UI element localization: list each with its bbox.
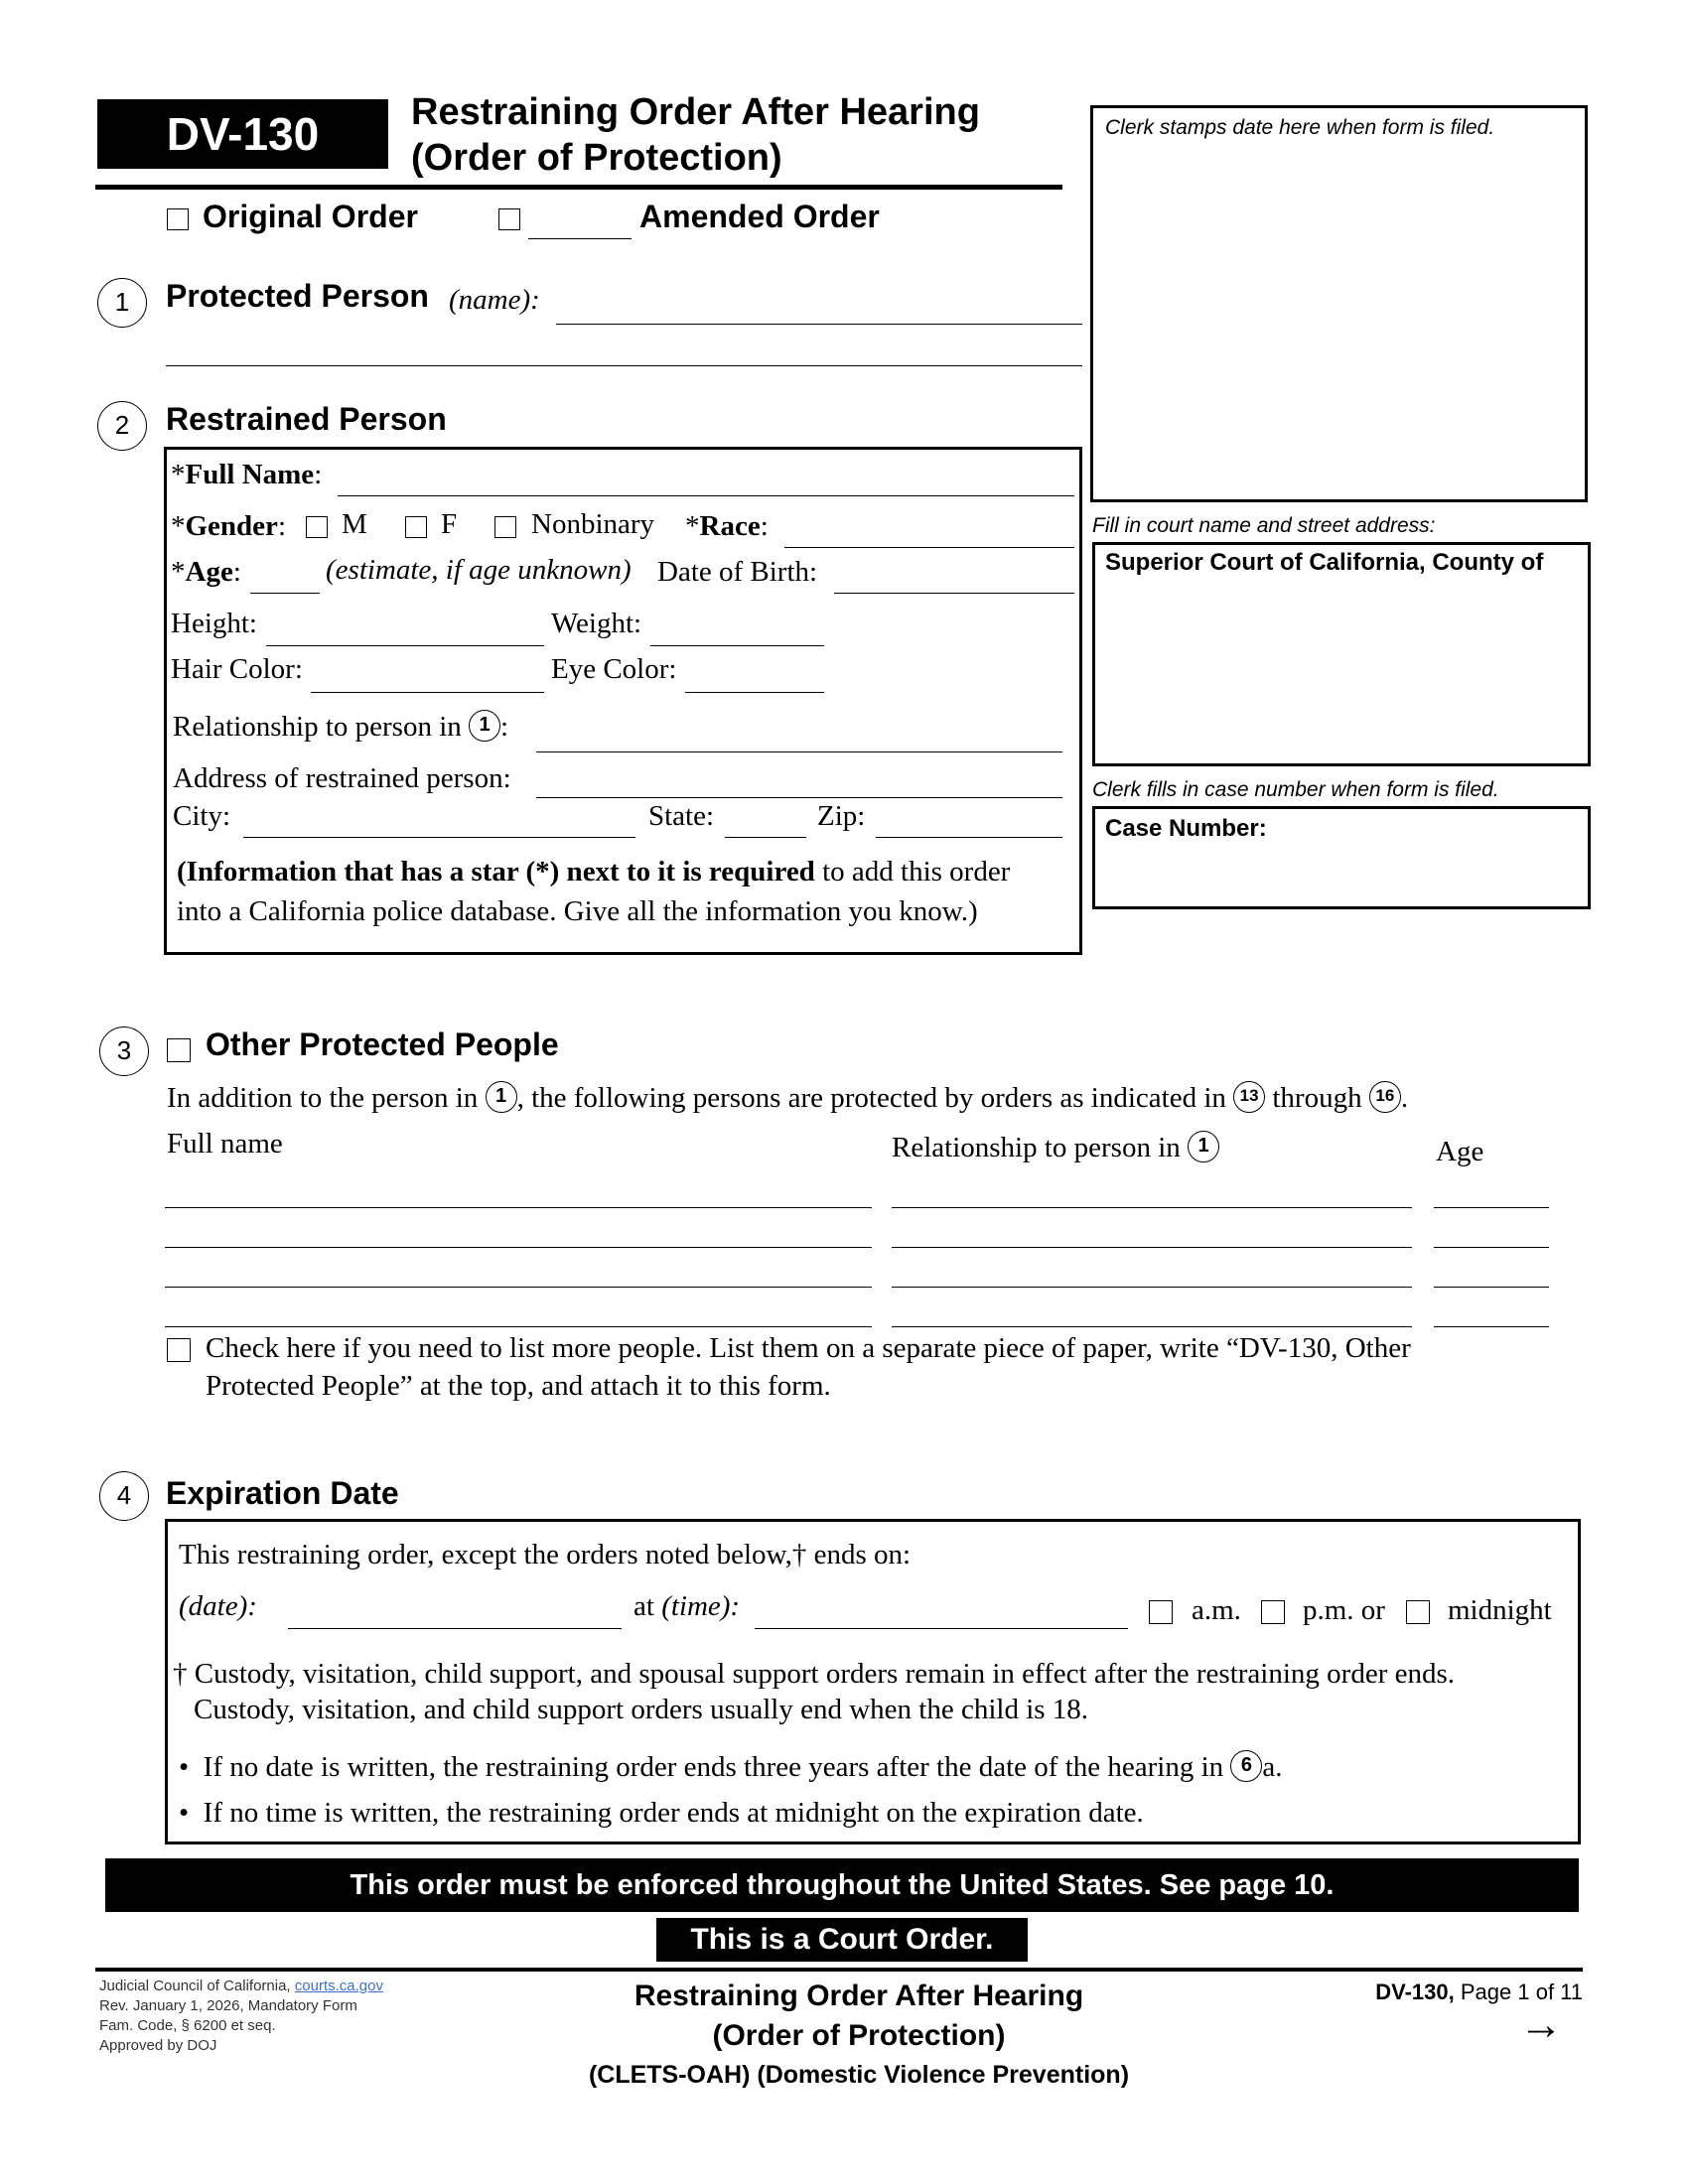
full-name-label: *Full Name: <box>171 459 323 490</box>
more-people-text: Check here if you need to list more people. List them on a separate piece of paper, write “DV-130, Other <box>206 1332 1411 1364</box>
col-relationship: Relationship to person in 1 <box>892 1132 1219 1165</box>
required-info-note-2: into a California police database. Give all the information you know.) <box>177 895 978 927</box>
hair-color-line[interactable] <box>311 692 544 693</box>
age-hint: (estimate, if age unknown) <box>326 554 632 586</box>
footer-rule <box>95 1968 1583 1972</box>
gender-m-checkbox[interactable] <box>306 516 328 538</box>
pm-label: p.m. or <box>1303 1594 1385 1626</box>
footer-clets: (CLETS-OAH) (Domestic Violence Prevention) <box>588 2061 1130 2089</box>
expiration-intro: This restraining order, except the orders noted below,† ends on: <box>179 1539 912 1570</box>
am-checkbox[interactable] <box>1149 1600 1173 1624</box>
eye-color-line[interactable] <box>685 692 824 693</box>
other-person-2-relationship-line[interactable] <box>892 1247 1412 1248</box>
expiration-date-line[interactable] <box>288 1628 622 1629</box>
required-info-note: (Information that has a star (*) next to it is required to add this order <box>177 856 1011 887</box>
section-2-title: Restrained Person <box>166 401 447 437</box>
other-person-2-age-line[interactable] <box>1434 1247 1549 1248</box>
section-1-ref: 1 <box>486 1081 517 1113</box>
other-person-4-relationship-line[interactable] <box>892 1326 1412 1327</box>
more-people-checkbox[interactable] <box>167 1338 191 1362</box>
enforcement-text: This order must be enforced throughout the United States. See page 10. <box>350 1869 1335 1901</box>
other-person-1-name-line[interactable] <box>165 1207 872 1208</box>
col-full-name: Full name <box>167 1128 283 1160</box>
amended-order-number-line[interactable] <box>528 238 632 239</box>
other-person-4-name-line[interactable] <box>165 1326 872 1327</box>
state-line[interactable] <box>725 837 806 838</box>
custody-note-2: Custody, visitation, and child support orders usually end when the child is 18. <box>194 1694 1089 1725</box>
at-label: at (time): <box>633 1590 741 1622</box>
section-4-number: 4 <box>99 1471 149 1521</box>
section-4-title: Expiration Date <box>166 1475 399 1511</box>
footer-page: DV-130, Page 1 of 11 <box>1375 1979 1583 2004</box>
footer-rev: Rev. January 1, 2026, Mandatory Form <box>99 1997 357 2014</box>
race-line[interactable] <box>784 547 1074 548</box>
original-order-label: Original Order <box>203 199 418 234</box>
clerk-stamp-box <box>1090 105 1588 502</box>
eye-color-label: Eye Color: <box>551 653 677 685</box>
court-order-banner <box>656 1918 1028 1962</box>
case-number-box[interactable] <box>1092 806 1591 909</box>
race-label: *Race: <box>685 510 769 542</box>
gender-f-checkbox[interactable] <box>405 516 427 538</box>
form-id: DV-130 <box>166 108 320 160</box>
other-person-4-age-line[interactable] <box>1434 1326 1549 1327</box>
weight-label: Weight: <box>551 608 642 639</box>
am-label: a.m. <box>1192 1594 1241 1626</box>
other-person-1-relationship-line[interactable] <box>892 1207 1412 1208</box>
section-3-number: 3 <box>99 1026 149 1076</box>
height-line[interactable] <box>266 645 544 646</box>
midnight-checkbox[interactable] <box>1406 1600 1430 1624</box>
section-1-hint: (name): <box>449 284 540 316</box>
section-16-ref: 16 <box>1369 1081 1401 1113</box>
height-label: Height: <box>171 608 257 639</box>
date-label: (date): <box>179 1590 257 1622</box>
section-13-ref: 13 <box>1233 1081 1265 1113</box>
enforcement-banner <box>105 1858 1579 1912</box>
next-page-arrow-icon[interactable]: → <box>1519 2000 1563 2049</box>
gender-f-label: F <box>441 508 458 540</box>
address-line[interactable] <box>536 797 1062 798</box>
address-label: Address of restrained person: <box>173 762 511 794</box>
city-line[interactable] <box>243 837 635 838</box>
section-6-ref: 6 <box>1230 1750 1262 1782</box>
amended-order-label: Amended Order <box>639 199 880 234</box>
footer-code: Fam. Code, § 6200 et seq. <box>99 2017 276 2034</box>
courts-link[interactable]: courts.ca.gov <box>294 1978 383 1994</box>
more-people-text-2: Protected People” at the top, and attach it to this form. <box>206 1370 831 1402</box>
protected-person-name-line-2[interactable] <box>166 365 1082 366</box>
pm-checkbox[interactable] <box>1261 1600 1285 1624</box>
relationship-label: Relationship to person in 1 : <box>173 711 509 743</box>
dob-line[interactable] <box>834 593 1074 594</box>
age-label: *Age: <box>171 556 241 588</box>
section-3-intro: In addition to the person in 1 , the following persons are protected by orders as indicated in 13 through 16 . <box>167 1082 1409 1114</box>
col-age: Age <box>1436 1136 1484 1167</box>
relationship-line[interactable] <box>536 751 1062 752</box>
case-number-label: Case Number: <box>1105 815 1267 842</box>
bullet-no-date: • If no date is written, the restraining order ends three years after the date of the hearing in 6 a. <box>179 1751 1283 1783</box>
other-protected-checkbox[interactable] <box>167 1038 191 1062</box>
section-1-title: Protected Person <box>166 278 429 314</box>
other-person-1-age-line[interactable] <box>1434 1207 1549 1208</box>
court-order-text: This is a Court Order. <box>690 1923 994 1956</box>
custody-note: † Custody, visitation, child support, and spousal support orders remain in effect after the restraining order ends. <box>173 1658 1456 1690</box>
gender-nonbinary-label: Nonbinary <box>531 508 655 540</box>
case-number-note: Clerk fills in case number when form is filed. <box>1092 778 1499 801</box>
page-title: Restraining Order After Hearing <box>411 91 980 133</box>
court-name-label: Superior Court of California, County of <box>1105 549 1544 576</box>
other-person-2-name-line[interactable] <box>165 1247 872 1248</box>
gender-label: *Gender: <box>171 510 286 542</box>
footer-approved: Approved by DOJ <box>99 2037 217 2054</box>
other-person-3-age-line[interactable] <box>1434 1287 1549 1288</box>
section-1-number: 1 <box>97 278 147 328</box>
gender-m-label: M <box>342 508 367 540</box>
amended-order-checkbox[interactable] <box>498 208 520 230</box>
full-name-line[interactable] <box>338 495 1074 496</box>
court-name-box[interactable] <box>1092 542 1591 766</box>
form-id-block <box>97 99 388 169</box>
clerk-stamp-note: Clerk stamps date here when form is filed. <box>1105 116 1495 139</box>
protected-person-name-line[interactable] <box>556 324 1082 325</box>
dob-label: Date of Birth: <box>657 556 818 588</box>
hair-color-label: Hair Color: <box>171 653 303 685</box>
footer-subtitle: (Order of Protection) <box>712 2019 1006 2052</box>
original-order-checkbox[interactable] <box>167 208 189 230</box>
header-rule <box>95 185 1062 190</box>
zip-label: Zip: <box>817 800 866 832</box>
bullet-no-time: • If no time is written, the restraining order ends at midnight on the expiration date. <box>179 1797 1144 1829</box>
city-label: City: <box>173 800 231 832</box>
footer-title: Restraining Order After Hearing <box>633 1979 1084 2012</box>
section-3-title: Other Protected People <box>206 1026 559 1062</box>
footer-council: Judicial Council of California, courts.ca.gov <box>99 1978 383 1994</box>
zip-line[interactable] <box>876 837 1062 838</box>
midnight-label: midnight <box>1448 1594 1552 1626</box>
other-person-3-name-line[interactable] <box>165 1287 872 1288</box>
gender-nonbinary-checkbox[interactable] <box>494 516 516 538</box>
other-person-3-relationship-line[interactable] <box>892 1287 1412 1288</box>
weight-line[interactable] <box>650 645 824 646</box>
court-name-note: Fill in court name and street address: <box>1092 514 1436 537</box>
section-2-number: 2 <box>97 401 147 451</box>
section-1-ref: 1 <box>469 710 500 742</box>
age-line[interactable] <box>250 593 320 594</box>
section-1-ref: 1 <box>1188 1131 1219 1162</box>
expiration-time-line[interactable] <box>755 1628 1128 1629</box>
state-label: State: <box>648 800 715 832</box>
page-subtitle: (Order of Protection) <box>411 137 782 179</box>
